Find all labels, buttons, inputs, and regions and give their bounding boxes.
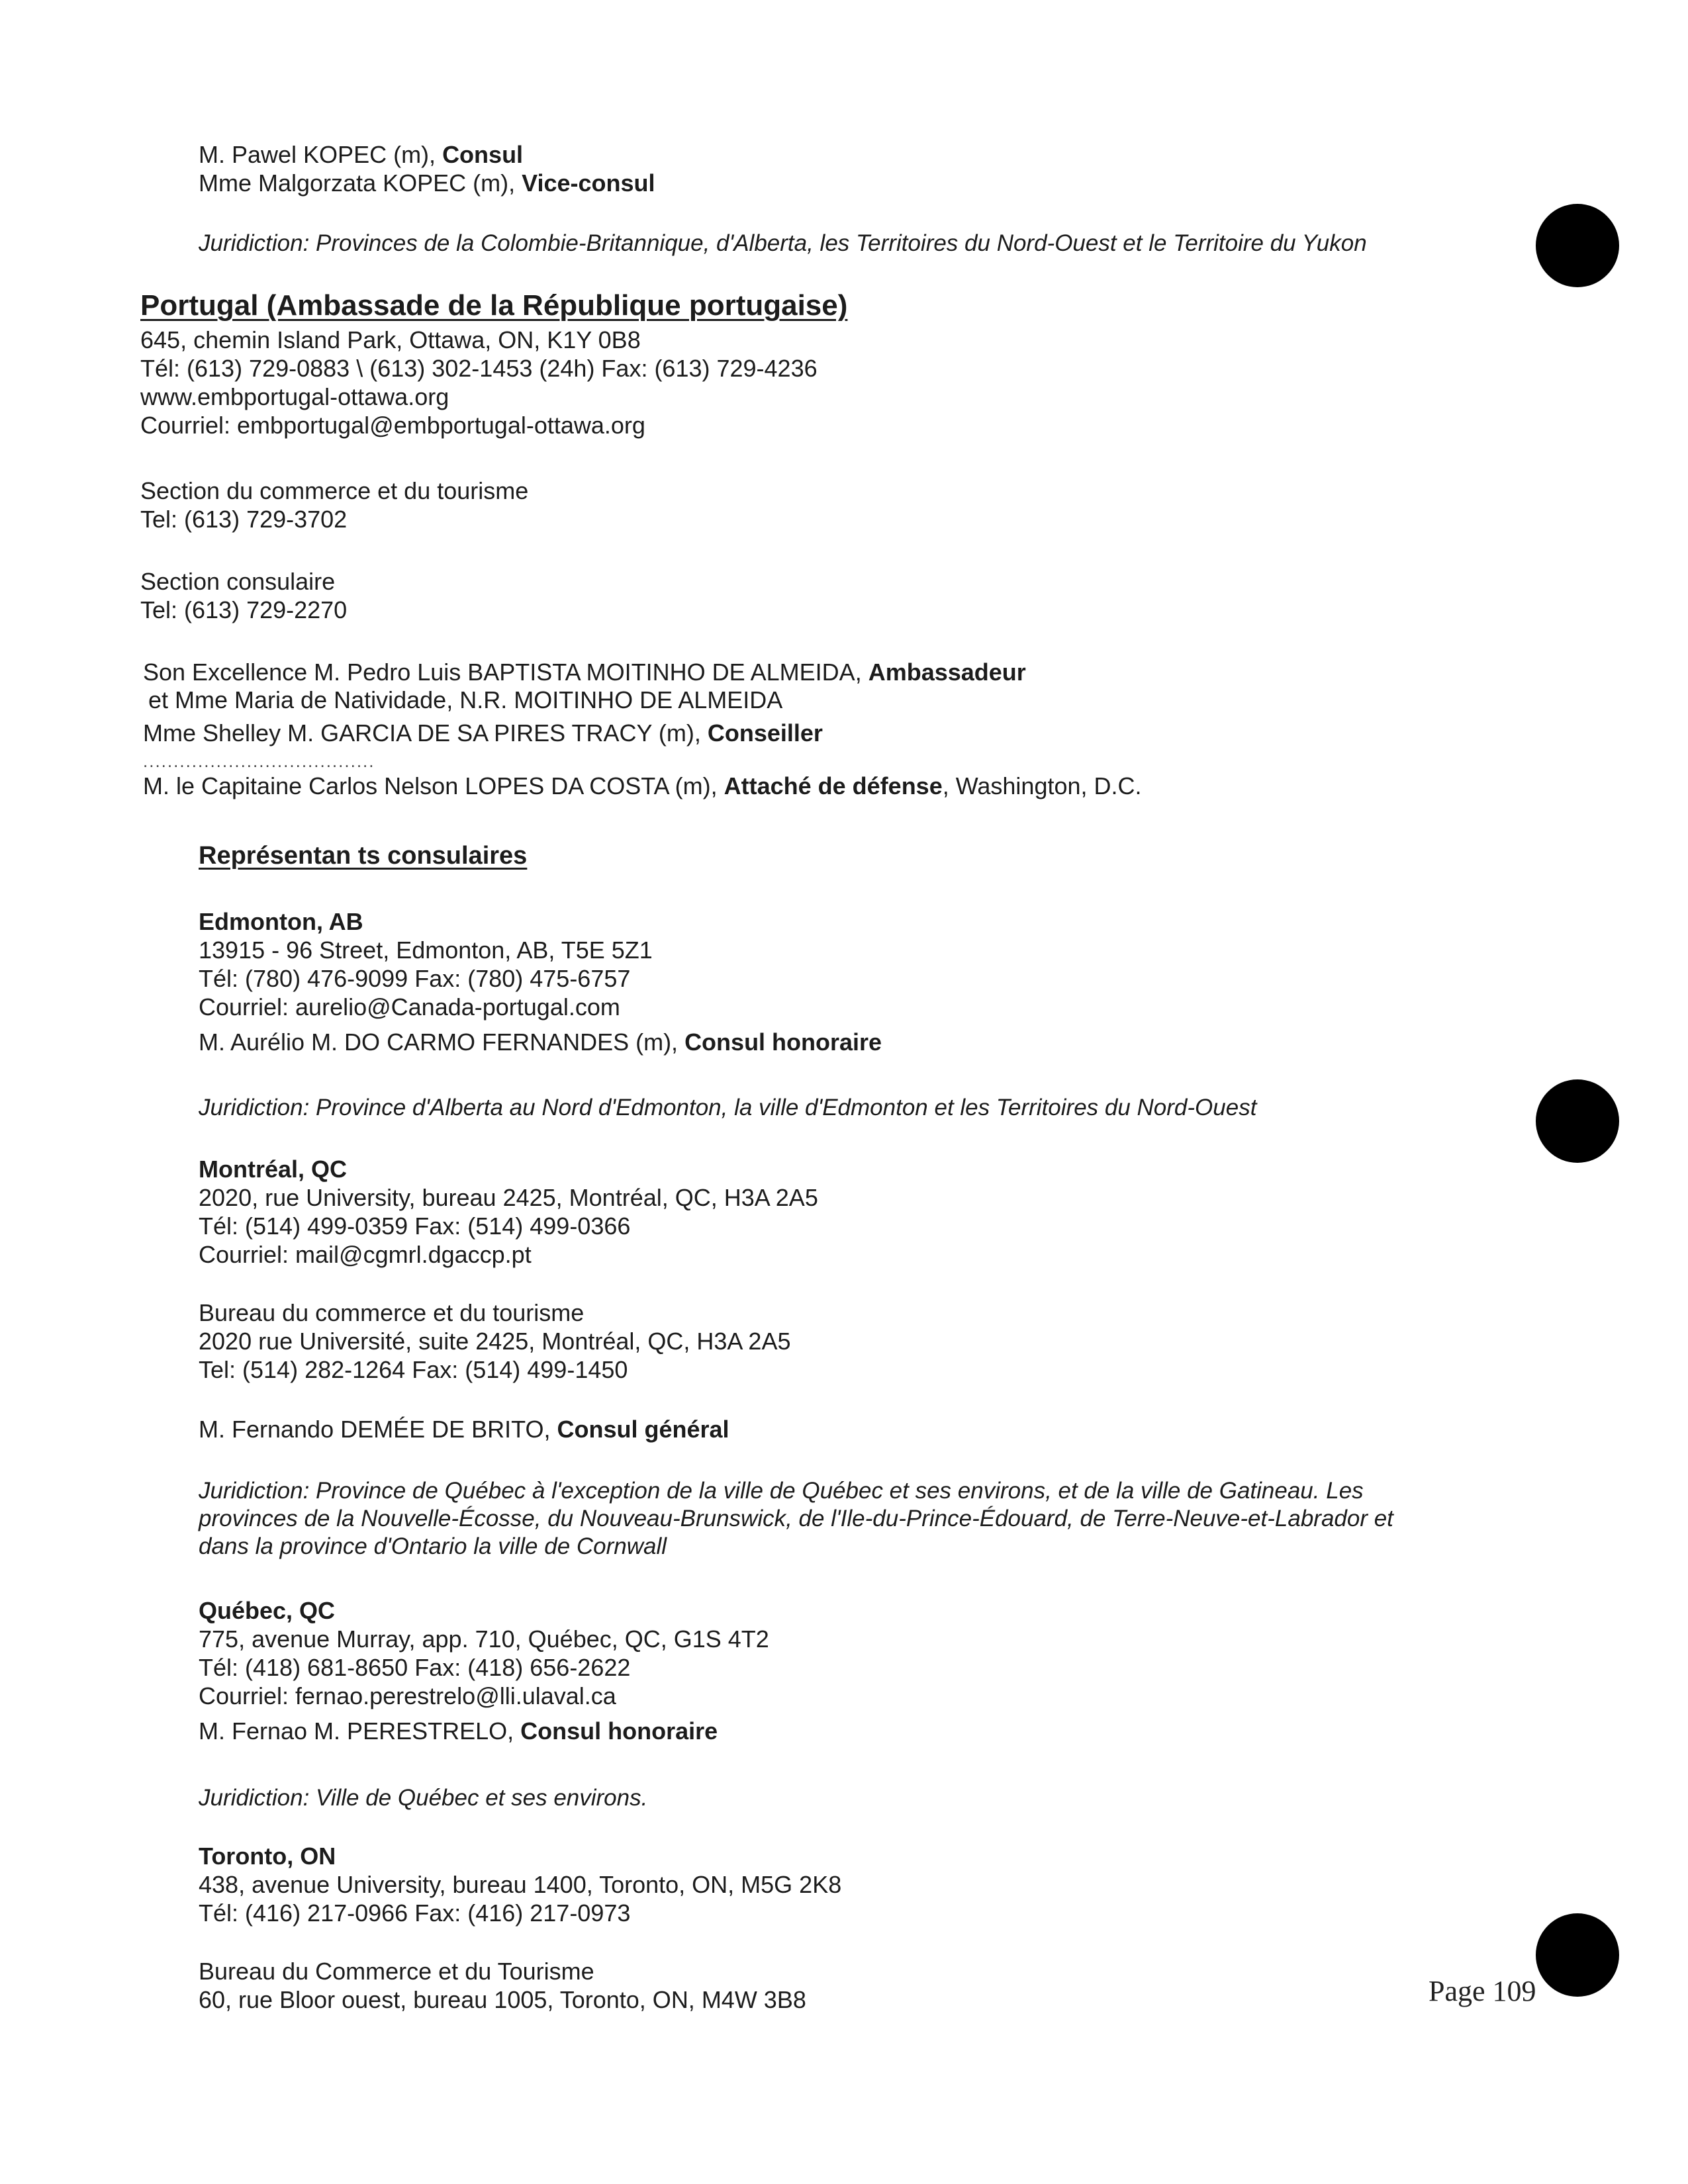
staff-counsellor: Mme Shelley M. GARCIA DE SA PIRES TRACY (m), Conseiller [143,719,823,747]
consulate-toronto [199,1842,841,1927]
edmonton-jurisdiction: Juridiction: Province d'Alberta au Nord d'Edmonton, la ville d'Edmonton et les Territoires du Nord-Ouest [199,1095,1257,1120]
consular-section-label: Section consulaire [140,568,336,595]
staff-attache: M. le Capitaine Carlos Nelson LOPES DA COSTA (m), Attaché de défense, Washington, D.C. [143,772,1142,799]
punch-hole [1536,204,1619,287]
toronto-bureau-address: 60, rue Bloor ouest, bureau 1005, Toronto, ON, M4W 3B8 [199,1986,806,2013]
montreal-city: Montréal, QC [199,1156,348,1183]
officer-line: M. Pawel KOPEC (m), Consul [199,141,524,168]
montreal-bureau [199,1298,790,1384]
quebec-email: Courriel: fernao.perestrelo@lli.ulaval.ca [199,1682,616,1709]
punch-hole [1536,1079,1619,1163]
embassy-email: Courriel: embportugal@embportugal-ottawa.org [140,412,645,439]
staff-separator: ...................................... [143,751,375,771]
montreal-bureau-phone: Tel: (514) 282-1264 Fax: (514) 499-1450 [199,1356,628,1383]
edmonton-phone: Tél: (780) 476-9099 Fax: (780) 475-6757 [199,965,631,992]
page-number: Page 109 [1429,1975,1536,2007]
edmonton-address: 13915 - 96 Street, Edmonton, AB, T5E 5Z1 [199,936,653,964]
toronto-bureau [199,1957,806,2014]
embassy-address: 645, chemin Island Park, Ottawa, ON, K1Y 0B8 [140,326,641,353]
consular-section [140,567,347,624]
consular-heading: Représentan ts consulaires [199,842,528,870]
trade-section [140,477,528,533]
trade-section-phone: Tel: (613) 729-3702 [140,506,348,533]
toronto-bureau-label: Bureau du Commerce et du Tourisme [199,1958,594,1985]
edmonton-email: Courriel: aurelio@Canada-portugal.com [199,993,620,1021]
quebec-city: Québec, QC [199,1597,336,1624]
consulate-montreal [199,1155,818,1269]
montreal-jurisdiction: Juridiction: Province de Québec à l'exception de la ville de Québec et ses environs, et de la ville de Gatineau. Les provinces de la Nouvelle-Écosse, du Nouveau-Brunswick, de l'Ile-du-Prince-Édouard, de Terre-Neuve-et-Labrador et dans la province d'Ontario la ville de Cornwall [199,1478,1393,1559]
toronto-city: Toronto, ON [199,1843,336,1870]
montreal-bureau-address: 2020 rue Université, suite 2425, Montréal, QC, H3A 2A5 [199,1328,791,1355]
quebec-officer: M. Fernao M. PERESTRELO, Consul honoraire [199,1717,718,1745]
toronto-address: 438, avenue University, bureau 1400, Toronto, ON, M5G 2K8 [199,1871,842,1898]
montreal-email: Courriel: mail@cgmrl.dgaccp.pt [199,1241,532,1268]
montreal-address: 2020, rue University, bureau 2425, Montréal, QC, H3A 2A5 [199,1184,818,1211]
punch-hole [1536,1913,1619,1997]
embassy-staff [143,659,1142,800]
consulate-quebec [199,1596,769,1745]
quebec-address: 775, avenue Murray, app. 710, Québec, QC, G1S 4T2 [199,1625,769,1653]
quebec-phone: Tél: (418) 681-8650 Fax: (418) 656-2622 [199,1654,631,1681]
embassy-contact [140,326,818,439]
embassy-phone: Tél: (613) 729-0883 \ (613) 302-1453 (24h) Fax: (613) 729-4236 [140,355,818,382]
top-officers [199,140,655,197]
montreal-bureau-label: Bureau du commerce et du tourisme [199,1299,585,1326]
officer-line: Mme Malgorzata KOPEC (m), Vice-consul [199,169,655,197]
embassy-website: www.embportugal-ottawa.org [140,383,449,410]
edmonton-officer: M. Aurélio M. DO CARMO FERNANDES (m), Consul honoraire [199,1028,882,1056]
embassy-title: Portugal (Ambassade de la République portugaise) [140,289,848,322]
consular-section-phone: Tel: (613) 729-2270 [140,596,348,623]
consulate-edmonton [199,907,882,1056]
toronto-phone: Tél: (416) 217-0966 Fax: (416) 217-0973 [199,1899,631,1927]
top-jurisdiction: Juridiction: Provinces de la Colombie-Britannique, d'Alberta, les Territoires du Nord-Ouest et le Territoire du Yukon [199,230,1367,256]
quebec-jurisdiction: Juridiction: Ville de Québec et ses environs. [199,1785,648,1811]
montreal-officer: M. Fernando DEMÉE DE BRITO, Consul général [199,1416,729,1443]
trade-section-label: Section du commerce et du tourisme [140,477,529,504]
staff-spouse: et Mme Maria de Natividade, N.R. MOITINHO DE ALMEIDA [148,686,783,713]
staff-ambassador: Son Excellence M. Pedro Luis BAPTISTA MOITINHO DE ALMEIDA, Ambassadeur [143,659,1026,686]
montreal-phone: Tél: (514) 499-0359 Fax: (514) 499-0366 [199,1212,631,1240]
edmonton-city: Edmonton, AB [199,908,363,935]
